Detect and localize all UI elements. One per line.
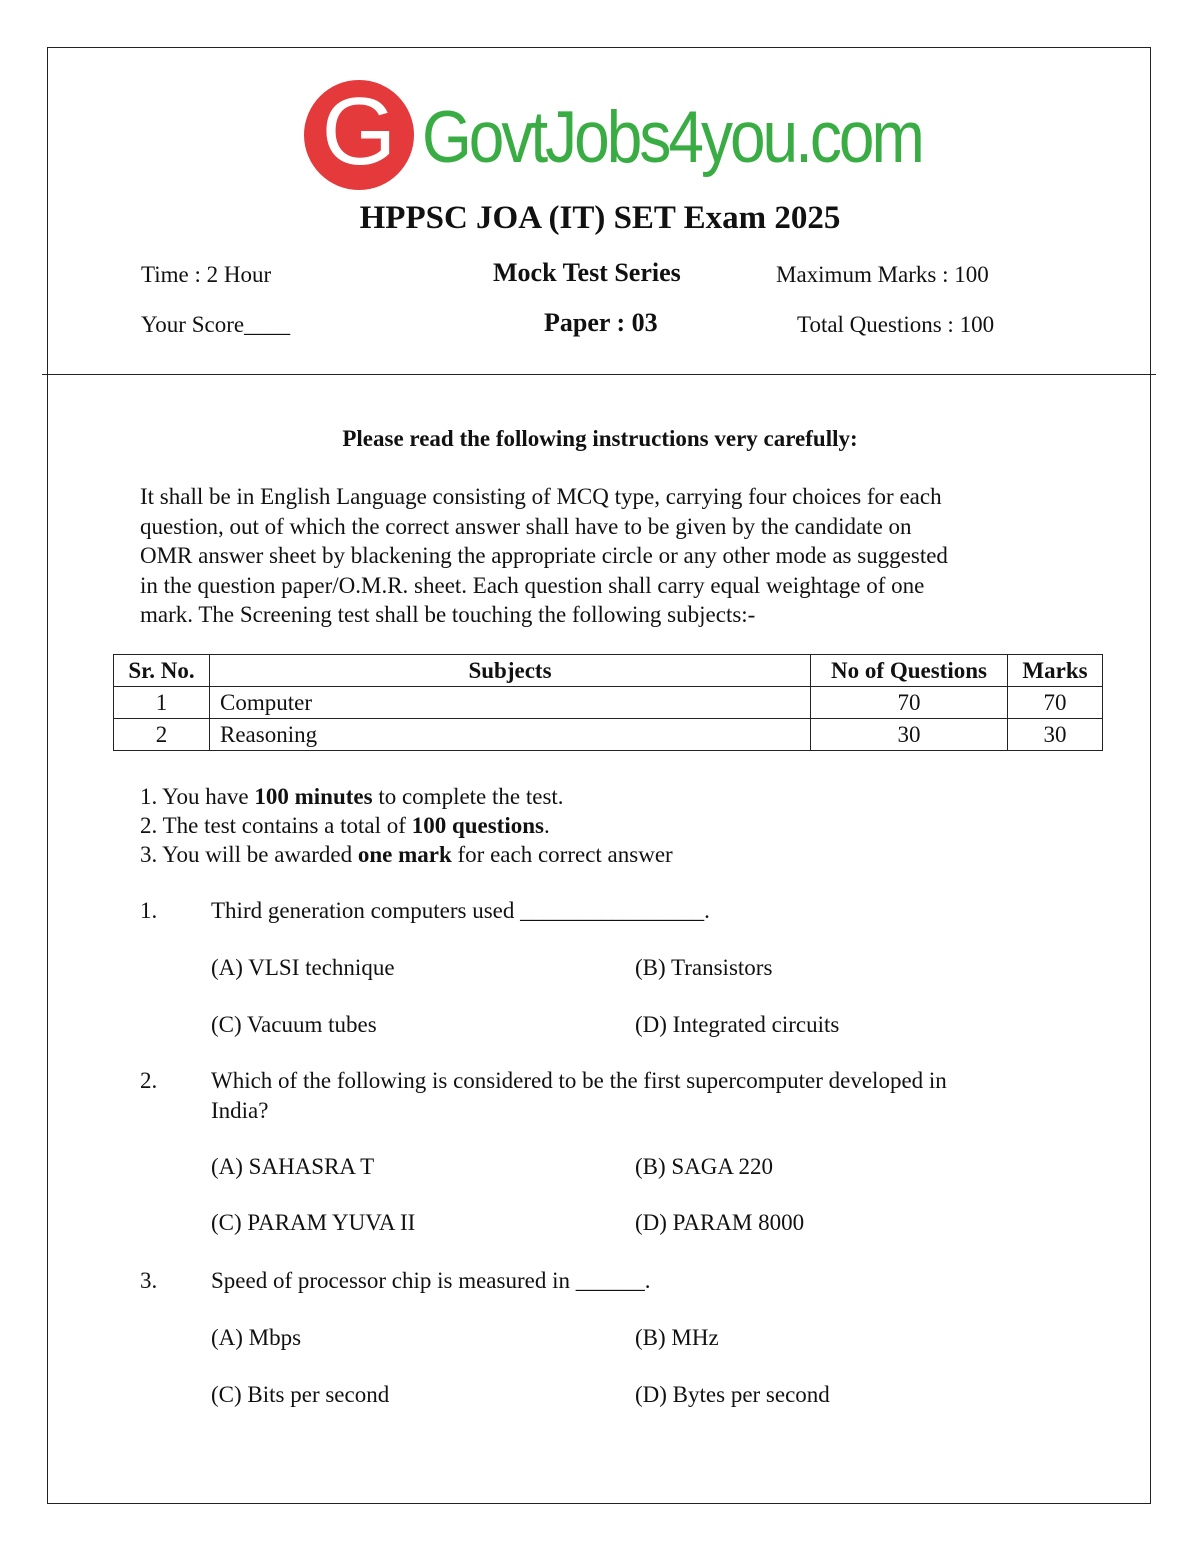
instructions-paragraph: [140, 482, 1055, 630]
cell-marks: 30: [1008, 719, 1103, 751]
series-label: Mock Test Series: [493, 258, 681, 287]
question-number: 1.: [140, 898, 158, 923]
test-rules: [140, 782, 673, 869]
header-sr-no: Sr. No.: [114, 655, 210, 687]
cell-questions: 30: [811, 719, 1008, 751]
instructions-heading: Please read the following instructions very carefully:: [342, 426, 858, 451]
option-d: (D) Bytes per second: [635, 1382, 830, 1407]
cell-marks: 70: [1008, 687, 1103, 719]
rule-item: 3. You will be awarded one mark for each correct answer: [140, 842, 673, 867]
option-a: (A) SAHASRA T: [211, 1154, 375, 1179]
option-a: (A) VLSI technique: [211, 955, 395, 980]
govtjobs4you-logo: [304, 78, 922, 190]
table-row: [114, 719, 1103, 751]
option-c: (C) Bits per second: [211, 1382, 390, 1407]
option-b: (B) MHz: [635, 1325, 719, 1350]
table-row: [114, 687, 1103, 719]
header-marks: Marks: [1008, 655, 1103, 687]
instruction-line: question, out of which the correct answer shall have to be given by the candidate on: [140, 513, 912, 539]
table-header-row: [114, 655, 1103, 687]
option-d: (D) Integrated circuits: [635, 1012, 840, 1037]
your-score-label: Your Score____: [141, 312, 291, 337]
question-number: 3.: [140, 1268, 158, 1293]
header-no-of-questions: No of Questions: [811, 655, 1008, 687]
question-text: Speed of processor chip is measured in ______.: [211, 1268, 651, 1293]
exam-title: HPPSC JOA (IT) SET Exam 2025: [359, 200, 841, 236]
max-marks-label: Maximum Marks : 100: [776, 262, 989, 287]
instruction-line: OMR answer sheet by blackening the appropriate circle or any other mode as suggested: [140, 543, 948, 568]
question-text: Which of the following is considered to be the first supercomputer developed in: [211, 1068, 947, 1093]
cell-sr-no: 2: [114, 719, 210, 751]
option-c: (C) PARAM YUVA II: [211, 1210, 416, 1235]
header-subjects: Subjects: [210, 655, 811, 687]
logo-mark: G: [304, 80, 414, 190]
cell-subject: Reasoning: [210, 719, 811, 751]
subjects-table: [113, 654, 1103, 751]
question-text-continued: India?: [211, 1098, 269, 1123]
total-questions-label: Total Questions : 100: [797, 312, 995, 337]
header-divider: [42, 374, 1156, 375]
rule-item: 1. You have 100 minutes to complete the test.: [140, 784, 564, 809]
instruction-line: in the question paper/O.M.R. sheet. Each question shall carry equal weightage of one: [140, 572, 925, 598]
logo-text: GovtJobs4you.com: [422, 95, 922, 178]
option-c: (C) Vacuum tubes: [211, 1012, 377, 1037]
cell-questions: 70: [811, 687, 1008, 719]
question-text: Third generation computers used ________________.: [211, 898, 710, 923]
option-b: (B) SAGA 220: [635, 1154, 774, 1179]
option-a: (A) Mbps: [211, 1325, 302, 1350]
option-b: (B) Transistors: [635, 955, 773, 980]
instruction-line: mark. The Screening test shall be touching the following subjects:-: [140, 602, 756, 627]
question-number: 2.: [140, 1068, 158, 1093]
cell-sr-no: 1: [114, 687, 210, 719]
time-label: Time : 2 Hour: [141, 262, 272, 287]
cell-subject: Computer: [210, 687, 811, 719]
rule-item: 2. The test contains a total of 100 questions.: [140, 813, 550, 838]
option-d: (D) PARAM 8000: [635, 1210, 805, 1235]
instruction-line: It shall be in English Language consisting of MCQ type, carrying four choices for each: [140, 484, 942, 509]
paper-label: Paper : 03: [544, 308, 658, 337]
